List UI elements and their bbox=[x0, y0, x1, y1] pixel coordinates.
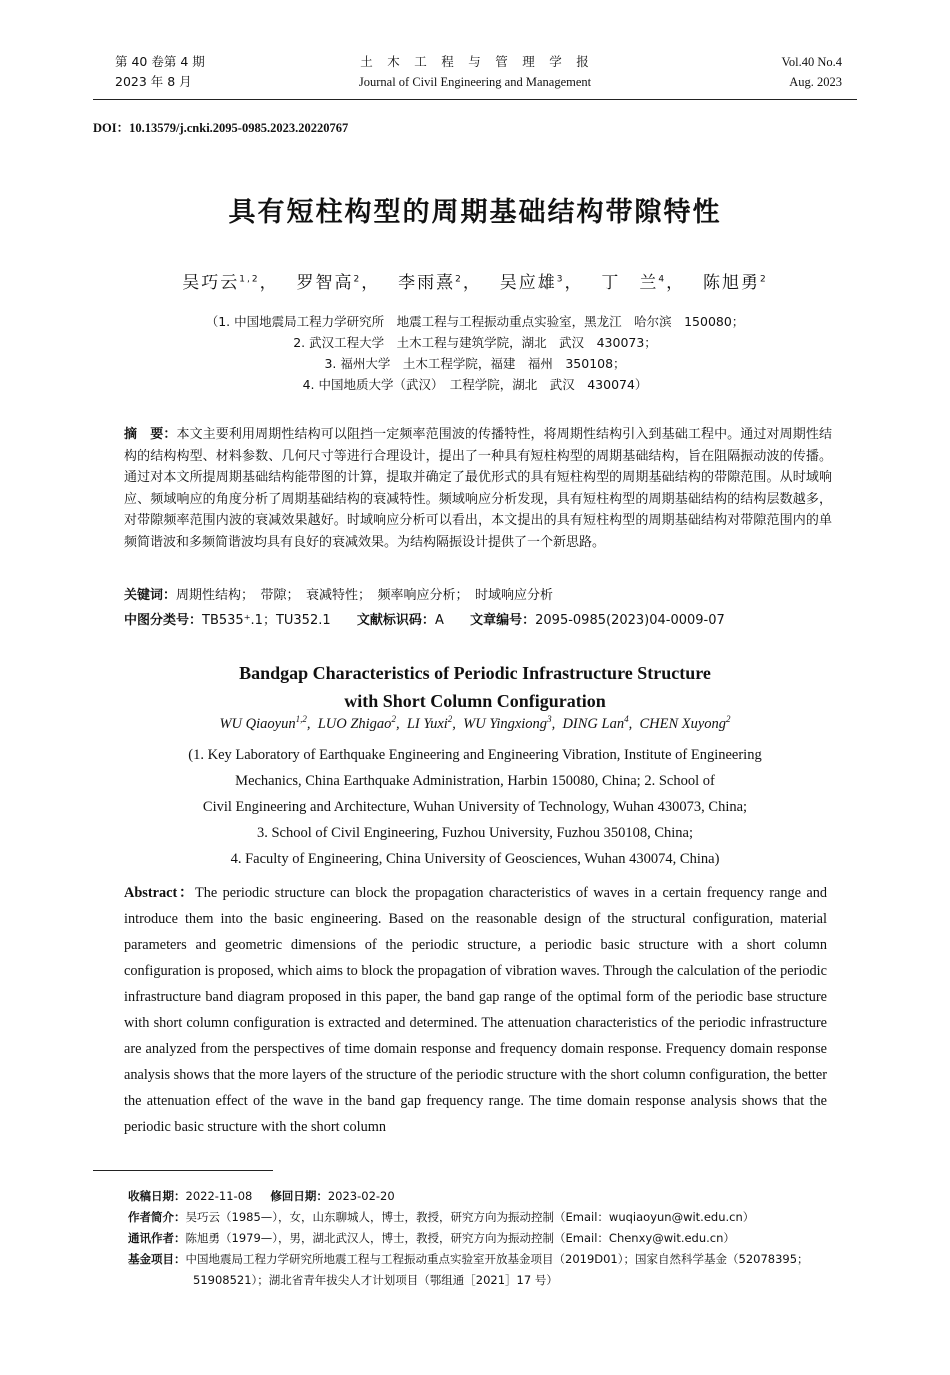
funding-text: 中国地震局工程力学研究所地震工程与工程振动重点实验室开放基金项目（2019D01）；国家自然科学基金（52078395； bbox=[185, 1252, 809, 1266]
abstract-en bbox=[124, 880, 827, 1140]
author-en: LUO Zhigao$^2$ bbox=[317, 714, 396, 732]
page-title-cn: 具有短柱构型的周期基础结构带隙特性 bbox=[228, 197, 722, 228]
volume-en: Vol.40 No.4 bbox=[781, 55, 842, 69]
author-cn: 吴巧云$^{1,2}$ bbox=[182, 273, 260, 293]
author-cn: 罗智高$^2$ bbox=[296, 273, 362, 293]
issue-info-cn bbox=[115, 52, 205, 92]
author-en: LI Yuxi$^2$ bbox=[406, 714, 453, 732]
affiliations-cn bbox=[80, 311, 870, 395]
journal-name-en: Journal of Civil Engineering and Management bbox=[358, 75, 592, 89]
footnote-rule bbox=[93, 1170, 273, 1171]
author-cn: 陈旭勇$^2$ bbox=[703, 273, 768, 293]
doc-code-label: 文献标识码： bbox=[356, 613, 435, 628]
funding-label: 基金项目： bbox=[128, 1252, 186, 1266]
author-cn: 丁 兰$^4$ bbox=[601, 273, 667, 293]
affiliation-line: (1. Key Laboratory of Earthquake Engineering and Engineering Vibration, Institute of Engineering bbox=[188, 747, 762, 763]
keywords-cn-text: 周期性结构； 带隙； 衰减特性； 频率响应分析； 时域响应分析 bbox=[176, 588, 554, 603]
author-bio: 吴巧云（1985—），女，山东聊城人，博士，教授，研究方向为振动控制（Email：wuqiaoyun@wit.edu.cn） bbox=[185, 1210, 755, 1224]
affiliation-line: （1. 中国地震局工程力学研究所 地震工程与工程振动重点实验室，黑龙江 哈尔滨 150080； bbox=[205, 314, 745, 329]
issue-info-en bbox=[781, 52, 842, 92]
affiliation-line: Civil Engineering and Architecture, Wuhan University of Technology, Wuhan 430073, China; bbox=[202, 799, 748, 815]
classification-line bbox=[124, 610, 832, 632]
affiliation-line: 3. School of Civil Engineering, Fuzhou University, Fuzhou 350108, China; bbox=[256, 825, 694, 841]
author-en: WU Yingxiong$^3$ bbox=[463, 714, 552, 732]
abstract-cn-text: 本文主要利用周期性结构可以阻挡一定频率范围波的传播特性，将周期性结构引入到基础工程中。通过对周期性结构的结构构型、材料参数、几何尺寸等进行合理设计，提出了一种具有短柱构型的周期基础结构，旨在阻隔振动波的传播。通过对本文所提周期基础结构能带图的计算，提取并确定了最优形式的具有短柱构型的周期基础结构的带隙范围。从时域响应、频域响应的角度分析了周期基础结构的衰减特性。频域响应分析发现，具有短柱构型的周期基础结构的结构层数越多，对带隙频率范围内波的衰减效果越好。时域响应分析可以看出，本文提出的具有短柱构型的周期基础结构对带隙范围内的单频简谐波和多频简谐波均具有良好的衰减效果。为结构隔振设计提供了一个新思路。 bbox=[124, 427, 832, 550]
affiliation-line: 3. 福州大学 土木工程学院，福建 福州 350108； bbox=[324, 356, 626, 371]
doc-code-value: A bbox=[434, 613, 444, 628]
authors-en: WU Qiaoyun$^{1,2}$, LUO Zhigao$^2$, LI Yuxi$^2$, WU Yingxiong$^3$, DING Lan$^4$, CHEN Xuyong$^2$ bbox=[219, 714, 731, 732]
keywords-cn bbox=[124, 585, 832, 607]
author-cn: 李雨熹$^2$ bbox=[398, 273, 463, 293]
footnote-funding bbox=[128, 1249, 868, 1270]
title-en-line: Bandgap Characteristics of Periodic Infrastructure Structure bbox=[239, 663, 711, 683]
author-cn: 吴应雄$^3$ bbox=[499, 273, 565, 293]
revised-label: 修回日期： bbox=[270, 1189, 328, 1203]
footnote-dates bbox=[128, 1186, 868, 1207]
affiliation-line: 4. 中国地质大学（武汉） 工程学院，湖北 武汉 430074） bbox=[302, 377, 648, 392]
footnote-author bbox=[128, 1207, 868, 1228]
journal-name-cn: 土 木 工 程 与 管 理 学 报 bbox=[360, 54, 590, 69]
abstract-cn bbox=[124, 424, 832, 553]
header-rule bbox=[93, 99, 857, 100]
issue-number-cn: 第 40 卷第 4 期 bbox=[115, 54, 205, 69]
funding-continuation: 51908521）；湖北省青年拔尖人才计划项目（鄂组通［2021］17 号） bbox=[193, 1273, 558, 1287]
revised-date: 2023-02-20 bbox=[327, 1189, 395, 1203]
article-number-value: 2095-0985(2023)04-0009-07 bbox=[535, 613, 725, 628]
doi[interactable]: DOI：10.13579/j.cnki.2095-0985.2023.20220767 bbox=[93, 121, 349, 135]
footnote-corresponding bbox=[128, 1228, 868, 1249]
author-en: WU Qiaoyun$^{1,2}$ bbox=[219, 714, 307, 732]
title-en-line: with Short Column Configuration bbox=[344, 691, 606, 711]
article-number-label: 文章编号： bbox=[470, 613, 536, 628]
author-bio-label: 作者简介： bbox=[128, 1210, 186, 1224]
clc-label: 中图分类号： bbox=[124, 613, 203, 628]
corresponding-author: 陈旭勇（1979—），男，湖北武汉人，博士，教授，研究方向为振动控制（Email：Chenxy@wit.edu.cn） bbox=[185, 1231, 735, 1245]
abstract-en-text: The periodic structure can block the propagation characteristics of waves in a certain frequency range and introduce them into the basic engineering. Based on the reasonable design of the structural configuration, material parameters and geometric dimensions of the periodic structure, a periodic basic structure with a short column configuration is proposed, which aims to block the propagation of vibration waves. Through the calculation of the periodic infrastructure band diagram proposed in this paper, the band gap range of the optimal form of the periodic base structure with short column configuration is extracted and determined. The attenuation characteristics of the periodic infrastructure are analyzed from the perspectives of time domain response and frequency domain response. Frequency domain response analysis shows that the more layers of the structure of the periodic structure with the short column configuration, the better the attenuation effect of the wave in the band gap frequency range. The time domain response analysis shows that the periodic basic structure with the short column bbox=[124, 885, 827, 1135]
page-title-en bbox=[0, 659, 950, 715]
corresponding-label: 通讯作者： bbox=[128, 1231, 186, 1245]
affiliations-en bbox=[80, 742, 870, 872]
affiliation-line: Mechanics, China Earthquake Administration, Harbin 150080, China; 2. School of bbox=[235, 773, 715, 789]
author-en: DING Lan$^4$ bbox=[562, 714, 629, 732]
abstract-cn-label: 摘 要： bbox=[124, 427, 177, 442]
abstract-en-label: Abstract： bbox=[124, 885, 196, 901]
received-label: 收稿日期： bbox=[128, 1189, 186, 1203]
author-en: CHEN Xuyong$^2$ bbox=[639, 714, 731, 732]
date-en: Aug. 2023 bbox=[789, 75, 842, 89]
clc-value: TB535⁺.1；TU352.1 bbox=[202, 613, 331, 628]
keywords-cn-label: 关键词： bbox=[124, 588, 177, 603]
authors-cn: 吴巧云$^{1,2}$， 罗智高$^2$， 李雨熹$^2$， 吴应雄$^3$， 丁 兰$^4$， 陈旭勇$^2$ bbox=[182, 273, 768, 293]
affiliation-line: 2. 武汉工程大学 土木工程与建筑学院，湖北 武汉 430073； bbox=[293, 335, 657, 350]
journal-name bbox=[275, 52, 675, 92]
affiliation-line: 4. Faculty of Engineering, China University of Geosciences, Wuhan 430074, China) bbox=[230, 851, 720, 867]
received-date: 2022-11-08 bbox=[185, 1189, 253, 1203]
footnotes bbox=[128, 1186, 868, 1291]
issue-date-cn: 2023 年 8 月 bbox=[115, 74, 192, 89]
